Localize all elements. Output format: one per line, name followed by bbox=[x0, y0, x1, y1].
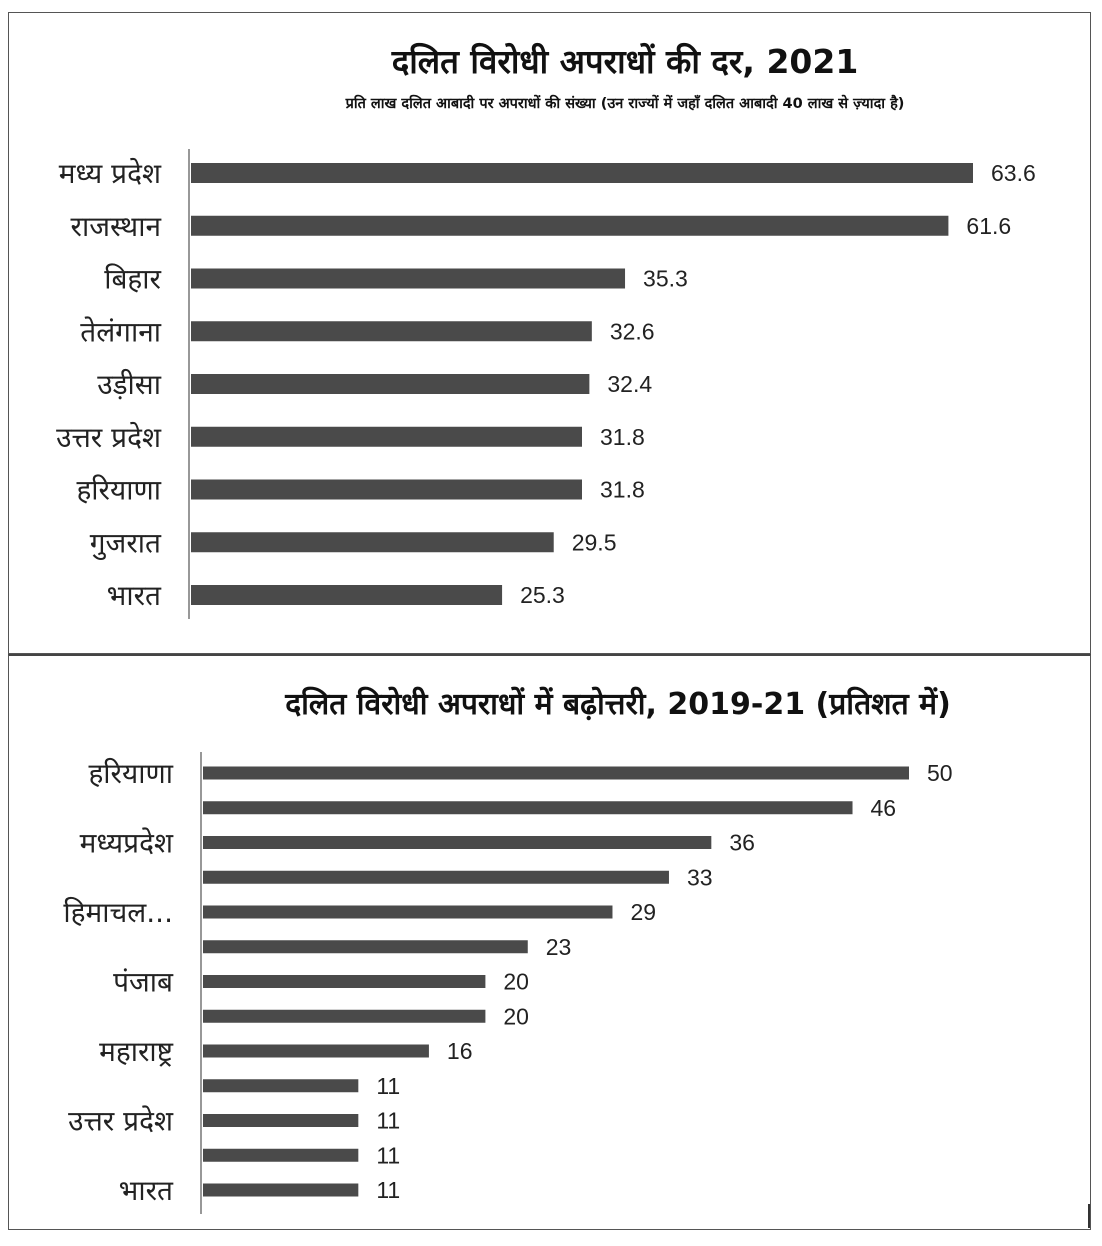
bar bbox=[203, 836, 711, 849]
bar bbox=[203, 1045, 429, 1058]
category-label: गुजरात bbox=[89, 526, 161, 560]
category-label: मध्यप्रदेश bbox=[79, 826, 173, 860]
data-label: 32.6 bbox=[609, 318, 655, 345]
data-label: 16 bbox=[446, 1038, 473, 1064]
data-label: 50 bbox=[927, 760, 953, 786]
category-label: महाराष्ट्र bbox=[99, 1035, 173, 1068]
data-label: 63.6 bbox=[991, 160, 1036, 186]
bars-group bbox=[56, 157, 1036, 612]
data-label: 25.3 bbox=[520, 582, 565, 608]
category-label: उड़ीसा bbox=[97, 368, 161, 401]
chart-title: दलित विरोधी अपराधों की दर, 2021 bbox=[391, 42, 859, 81]
data-label: 23 bbox=[545, 933, 572, 960]
bar bbox=[191, 585, 502, 605]
bar bbox=[203, 767, 909, 780]
data-label: 36 bbox=[729, 829, 755, 856]
bar bbox=[203, 801, 853, 814]
category-label: पंजाब bbox=[113, 965, 173, 999]
bar bbox=[191, 427, 582, 447]
bar bbox=[203, 1114, 358, 1127]
data-label: 11 bbox=[376, 1177, 401, 1203]
bar bbox=[191, 269, 625, 289]
data-label: 61.6 bbox=[966, 212, 1012, 239]
bar bbox=[203, 975, 485, 988]
category-label: उत्तर प्रदेश bbox=[56, 420, 161, 454]
bar bbox=[203, 1010, 485, 1023]
category-label: तेलंगाना bbox=[80, 315, 161, 349]
category-label: भारत bbox=[118, 1174, 173, 1207]
bar bbox=[203, 1149, 358, 1162]
category-label: हिमाचल... bbox=[63, 896, 173, 929]
category-label: हरियाणा bbox=[76, 473, 161, 507]
data-label: 33 bbox=[686, 864, 713, 891]
bar bbox=[191, 374, 589, 394]
category-label: हरियाणा bbox=[88, 757, 173, 790]
data-label: 20 bbox=[503, 1003, 529, 1030]
edge-mark bbox=[1088, 1204, 1090, 1228]
bar bbox=[191, 532, 554, 552]
bar bbox=[191, 216, 948, 236]
data-label: 31.8 bbox=[600, 423, 645, 450]
chart-subtitle: प्रति लाख दलित आबादी पर अपराधों की संख्या (उन राज्यों में जहाँ दलित आबादी 40 लाख से ज़्यादा है) bbox=[345, 96, 905, 112]
bar bbox=[203, 1079, 358, 1092]
bar bbox=[191, 163, 973, 183]
bar bbox=[203, 871, 669, 884]
category-label: बिहार bbox=[104, 262, 161, 296]
bar bbox=[191, 321, 592, 341]
chart-title: दलित विरोधी अपराधों में बढ़ोत्तरी, 2019-21 (प्रतिशत में) bbox=[285, 687, 951, 722]
data-label: 46 bbox=[870, 794, 897, 821]
chart-panel-crime-rate bbox=[8, 12, 1091, 654]
chart-panel-crime-increase bbox=[8, 654, 1091, 1230]
crime-increase-bar-chart bbox=[9, 656, 1092, 1232]
bar bbox=[203, 1184, 358, 1197]
data-label: 20 bbox=[503, 968, 529, 995]
data-label: 29.5 bbox=[571, 529, 617, 556]
data-label: 35.3 bbox=[643, 265, 688, 292]
bar bbox=[203, 940, 528, 953]
bars-group bbox=[63, 757, 952, 1207]
category-label: भारत bbox=[106, 579, 161, 612]
category-label: राजस्थान bbox=[70, 209, 161, 243]
data-label: 11 bbox=[376, 1142, 401, 1169]
data-label: 11 bbox=[376, 1107, 401, 1134]
data-label: 29 bbox=[630, 899, 657, 925]
data-label: 31.8 bbox=[600, 476, 645, 503]
bar bbox=[203, 906, 612, 919]
bar bbox=[191, 480, 582, 500]
data-label: 11 bbox=[376, 1072, 401, 1099]
category-label: उत्तर प्रदेश bbox=[68, 1104, 173, 1138]
category-label: मध्य प्रदेश bbox=[58, 157, 161, 190]
crime-rate-bar-chart bbox=[9, 13, 1092, 655]
data-label: 32.4 bbox=[607, 371, 653, 397]
